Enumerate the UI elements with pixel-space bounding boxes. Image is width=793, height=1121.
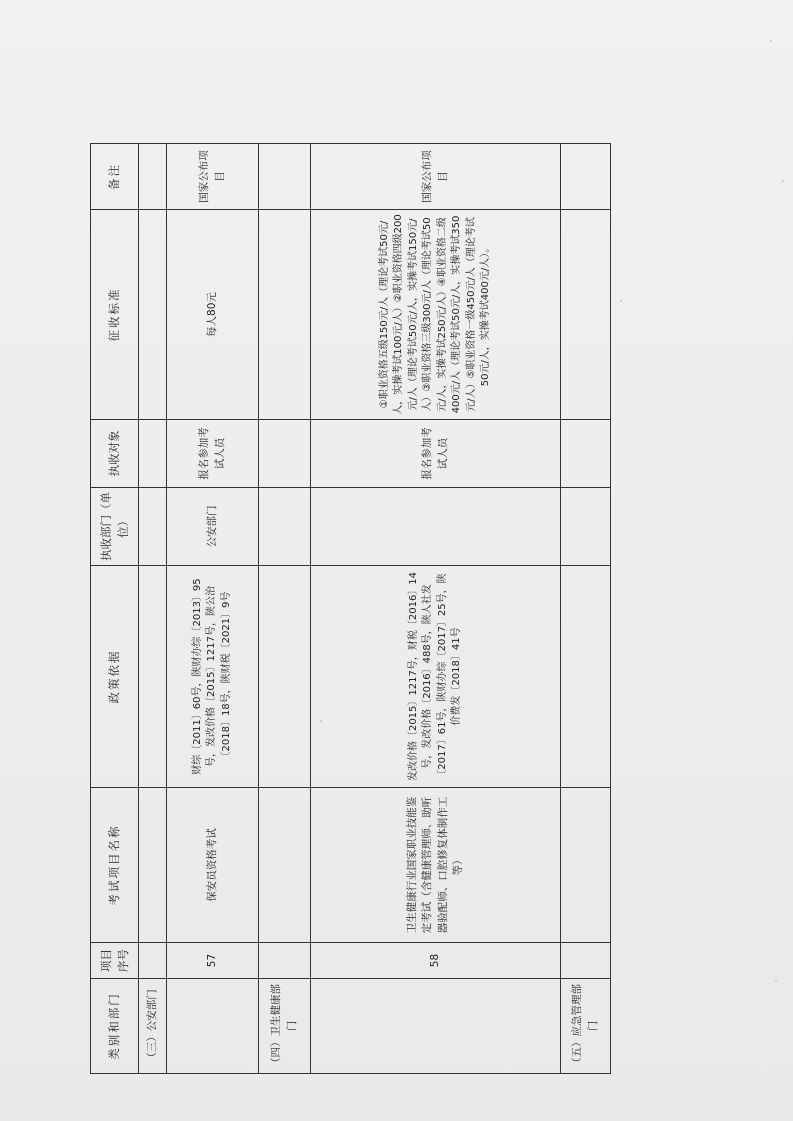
empty-cell [259, 943, 311, 979]
scan-speck [320, 720, 322, 722]
empty-cell [561, 144, 611, 210]
policy-cell: 发改价格〔2015〕1217号，财税〔2016〕14号，发改价格〔2016〕488号，陕人社发〔2017〕61号，陕财办综〔2017〕25号，陕价费发〔2018〕41号 [311, 566, 561, 788]
empty-cell [259, 488, 311, 566]
header-category: 类别和部门 [91, 979, 139, 1074]
empty-cell [311, 488, 561, 566]
category-cell: （四）卫生健康部门 [259, 979, 311, 1074]
seq-cell: 57 [167, 943, 259, 979]
standard-cell: 每人80元 [167, 210, 259, 420]
standard-cell: ①职业资格五级150元/人（理论考试50元/人，实操考试100元/人）②职业资格四级200元/人（理论考试50元/人，实操考试150元/人）③职业资格三级300元/人（理论考试50元/人，实操考试250元/人）④职业资格二级400元/人（理论考试50元/人，实操考试350元/人）⑤职业资格一级450元/人（理论考试50元/人，实操考试400元/人）。 [311, 210, 561, 420]
empty-cell [561, 566, 611, 788]
remark-cell: 国家公布项目 [167, 144, 259, 210]
empty-cell [561, 210, 611, 420]
empty-cell [311, 979, 561, 1074]
remark-cell: 国家公布项目 [311, 144, 561, 210]
empty-cell [561, 488, 611, 566]
empty-cell [139, 488, 167, 566]
empty-cell [259, 144, 311, 210]
header-dept: 执收部门（单位） [91, 488, 139, 566]
header-remark: 备注 [91, 144, 139, 210]
empty-cell [139, 788, 167, 943]
rotated-table-container [90, 144, 610, 1074]
header-name: 考试项目名称 [91, 788, 139, 943]
empty-cell [259, 210, 311, 420]
policy-cell: 财综〔2011〕60号，陕财办综〔2013〕95号，发改价格〔2015〕1217号，陕公治〔2018〕18号，陕财税〔2021〕9号 [167, 566, 259, 788]
target-cell: 报名参加考试人员 [311, 420, 561, 488]
empty-cell [139, 943, 167, 979]
table-row [259, 144, 311, 1074]
empty-cell [139, 420, 167, 488]
empty-cell [139, 144, 167, 210]
scan-speck [770, 40, 772, 42]
table-row [561, 144, 611, 1074]
empty-cell [167, 979, 259, 1074]
header-row [91, 144, 139, 1074]
exam-name-cell: 保安员资格考试 [167, 788, 259, 943]
empty-cell [139, 566, 167, 788]
header-standard: 征收标准 [91, 210, 139, 420]
empty-cell [561, 420, 611, 488]
table-row [311, 144, 561, 1074]
exam-name-cell: 卫生健康行业国家职业技能鉴定考试（含健康管理师、助听器验配师、口腔修复体制作工等） [311, 788, 561, 943]
header-seq: 项目序号 [91, 943, 139, 979]
empty-cell [139, 210, 167, 420]
category-cell: （五）应急管理部门 [561, 979, 611, 1074]
empty-cell [259, 420, 311, 488]
seq-cell: 58 [311, 943, 561, 979]
header-target: 执收对象 [91, 420, 139, 488]
dept-cell: 公安部门 [167, 488, 259, 566]
empty-cell [561, 788, 611, 943]
table-row [167, 144, 259, 1074]
header-policy: 政策依据 [91, 566, 139, 788]
category-cell: （三）公安部门 [139, 979, 167, 1074]
empty-cell [259, 788, 311, 943]
target-cell: 报名参加考试人员 [167, 420, 259, 488]
scan-speck [775, 980, 777, 982]
scan-speck [782, 180, 784, 182]
scan-speck [620, 300, 622, 302]
empty-cell [561, 943, 611, 979]
table-row [139, 144, 167, 1074]
empty-cell [259, 566, 311, 788]
fee-table [90, 143, 611, 1074]
